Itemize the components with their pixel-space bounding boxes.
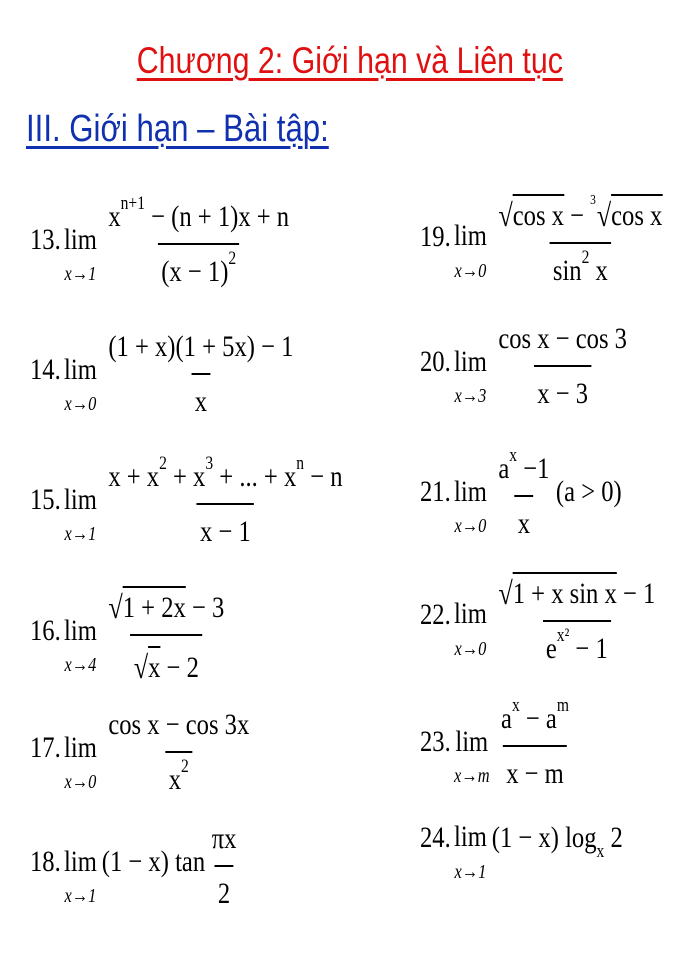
prefix-expression [102, 845, 205, 880]
problem-21 [420, 444, 622, 541]
numerator [105, 578, 228, 634]
radicand: cos x [611, 194, 662, 234]
problem-14 [30, 322, 300, 419]
superscript: 2 [581, 246, 590, 268]
numerator [498, 694, 572, 745]
problem-number: 21. [420, 475, 451, 509]
lim-subscript: x→1 [454, 860, 487, 883]
math-text: − a [519, 702, 557, 735]
problem-18 [30, 814, 243, 911]
math-text: − n [304, 460, 343, 493]
math-text: (1 + x)(1 + 5x) − 1 [108, 330, 294, 363]
lim-text: lim [64, 352, 97, 386]
problem-number: 13. [30, 223, 61, 257]
lim-subscript: x→1 [64, 263, 97, 286]
section-heading: III. Giới hạn – Bài tập: [26, 108, 329, 150]
radical [590, 194, 662, 234]
lim-text: lim [454, 219, 487, 253]
math-text: −1 [517, 452, 550, 485]
lim-subscript: x→1 [64, 523, 97, 546]
problem-17 [30, 700, 256, 797]
math-text: x − m [506, 756, 564, 790]
fraction [105, 322, 297, 419]
superscript: x [511, 695, 520, 716]
problem-20 [420, 314, 634, 411]
math-text: x + x [108, 460, 160, 493]
math-text: (1 − x) tan [101, 845, 206, 879]
radicand: cos x [513, 194, 564, 234]
radical [134, 646, 161, 686]
math-text: a [498, 452, 510, 485]
condition: (a > 0) [555, 475, 622, 509]
problem-23 [420, 694, 576, 791]
math-text: 2 [217, 876, 231, 910]
radical [498, 572, 616, 612]
lim-subscript: x→3 [454, 385, 487, 408]
math-text: 2 [604, 820, 623, 854]
chapter-title [0, 40, 700, 82]
lim-subscript: x→m [454, 765, 490, 788]
math-text: (1 − x) log [491, 820, 597, 854]
denominator [503, 745, 567, 792]
math-text: − [563, 199, 591, 232]
radical [108, 586, 185, 626]
fraction [208, 814, 239, 911]
lim-subscript: x→0 [64, 771, 97, 794]
subscript: x [596, 841, 605, 862]
radical-sign-icon: √ [133, 648, 149, 685]
lim-subscript: x→1 [64, 885, 97, 908]
lim-text: lim [64, 613, 97, 647]
math-text: e [545, 631, 557, 665]
problem-number: 14. [30, 353, 61, 387]
superscript: 2 [159, 453, 167, 474]
denominator [543, 620, 611, 667]
lim-text: lim [64, 482, 97, 516]
fraction [495, 314, 630, 411]
denominator [197, 503, 254, 550]
fraction [105, 578, 228, 685]
denominator [191, 373, 210, 420]
lim-text: lim [454, 597, 487, 631]
math-text: (x − 1) [161, 254, 229, 288]
limit-operator [454, 345, 487, 409]
denominator [550, 242, 612, 289]
problem-number: 15. [30, 483, 61, 517]
fraction [105, 452, 346, 549]
limit-operator [64, 731, 97, 795]
limit-operator [64, 845, 97, 909]
math-text: sin [552, 253, 582, 287]
denominator [215, 865, 234, 912]
numerator [495, 444, 553, 495]
lim-subscript: x→0 [64, 393, 97, 416]
numerator [105, 700, 253, 751]
problem-number: 18. [30, 845, 61, 879]
problem-19 [420, 186, 669, 288]
problem-number: 17. [30, 731, 61, 765]
math-text: x − 1 [200, 514, 251, 548]
radical-sign-icon: √ [498, 197, 513, 234]
math-text: x [589, 253, 608, 287]
numerator [105, 322, 297, 373]
denominator [534, 365, 591, 412]
problem-number: 20. [420, 345, 451, 379]
problem-number: 24. [420, 820, 451, 854]
limit-operator [454, 475, 487, 539]
math-text: cos x − cos 3x [108, 708, 250, 741]
denominator [130, 634, 202, 686]
radical [498, 194, 564, 234]
math-text: + x [166, 460, 206, 493]
lim-text: lim [454, 344, 487, 378]
radicand: 1 + 2x [123, 586, 186, 626]
limit-operator [64, 483, 97, 547]
limit-operator [454, 725, 490, 789]
superscript: n+1 [120, 193, 145, 214]
numerator [495, 564, 659, 620]
problem-number: 23. [420, 725, 451, 759]
math-text: a [501, 702, 512, 735]
math-text: x − 3 [537, 376, 589, 410]
denominator [165, 751, 192, 798]
lim-subscript: x→0 [454, 515, 487, 538]
fraction [495, 444, 553, 541]
fraction [495, 186, 666, 288]
problem-number: 19. [420, 219, 451, 253]
limit-operator [64, 223, 97, 287]
fraction [495, 564, 659, 666]
lim-subscript: x→0 [454, 637, 487, 660]
math-text: − 1 [616, 577, 656, 610]
limit-operator [64, 353, 97, 417]
limit-operator [454, 219, 487, 283]
limit-operator [64, 614, 97, 678]
superscript: x [509, 445, 518, 466]
radicand: 1 + x sin x [513, 572, 617, 612]
problem-13 [30, 192, 296, 289]
superscript: m [556, 695, 569, 716]
radical-sign-icon: √ [108, 589, 123, 626]
chapter-title-text: Chương 2: Giới hạn và Liên tục [136, 40, 564, 81]
math-text: − 1 [569, 631, 608, 665]
math-text: − (n + 1)x + n [144, 200, 290, 233]
limit-operator [454, 597, 487, 661]
fraction [105, 700, 253, 797]
superscript: x² [556, 624, 570, 646]
problem-24 [420, 806, 623, 883]
problem-15 [30, 452, 349, 549]
denominator [514, 495, 533, 542]
numerator [495, 186, 666, 242]
lim-text: lim [64, 222, 97, 256]
lim-text: lim [455, 724, 489, 758]
limit-operator [454, 820, 487, 884]
numerator [495, 314, 630, 365]
superscript: 3 [205, 453, 214, 474]
denominator [158, 243, 240, 290]
math-text: − 2 [160, 650, 199, 684]
problem-22 [420, 564, 662, 666]
radical-sign-icon: √ [596, 197, 612, 234]
math-text: x [517, 506, 530, 540]
prefix-expression [491, 820, 623, 862]
numerator [105, 452, 346, 503]
math-text: x [194, 384, 208, 418]
lim-text: lim [64, 844, 97, 878]
lim-subscript: x→0 [454, 259, 487, 282]
superscript: 2 [228, 247, 237, 269]
lim-subscript: x→4 [64, 654, 97, 677]
math-text: − 3 [185, 591, 225, 624]
lim-text: lim [64, 730, 97, 764]
fraction [498, 694, 572, 791]
lim-text: lim [454, 474, 487, 508]
radical-index: 3 [590, 193, 596, 208]
lim-text: lim [454, 820, 487, 853]
radical-sign-icon: √ [498, 575, 513, 612]
math-text: cos x − cos 3 [498, 322, 627, 355]
problem-16 [30, 578, 231, 685]
fraction [105, 192, 292, 289]
radicand: x [148, 646, 160, 686]
superscript: 2 [181, 755, 189, 777]
math-text: + ... + x [213, 460, 297, 493]
superscript: n [296, 453, 305, 474]
numerator [208, 814, 239, 865]
problem-number: 22. [420, 597, 451, 631]
math-text: x [108, 200, 121, 233]
math-text: πx [211, 822, 237, 855]
problem-number: 16. [30, 614, 61, 648]
math-text: x [168, 762, 182, 796]
numerator [105, 192, 292, 243]
